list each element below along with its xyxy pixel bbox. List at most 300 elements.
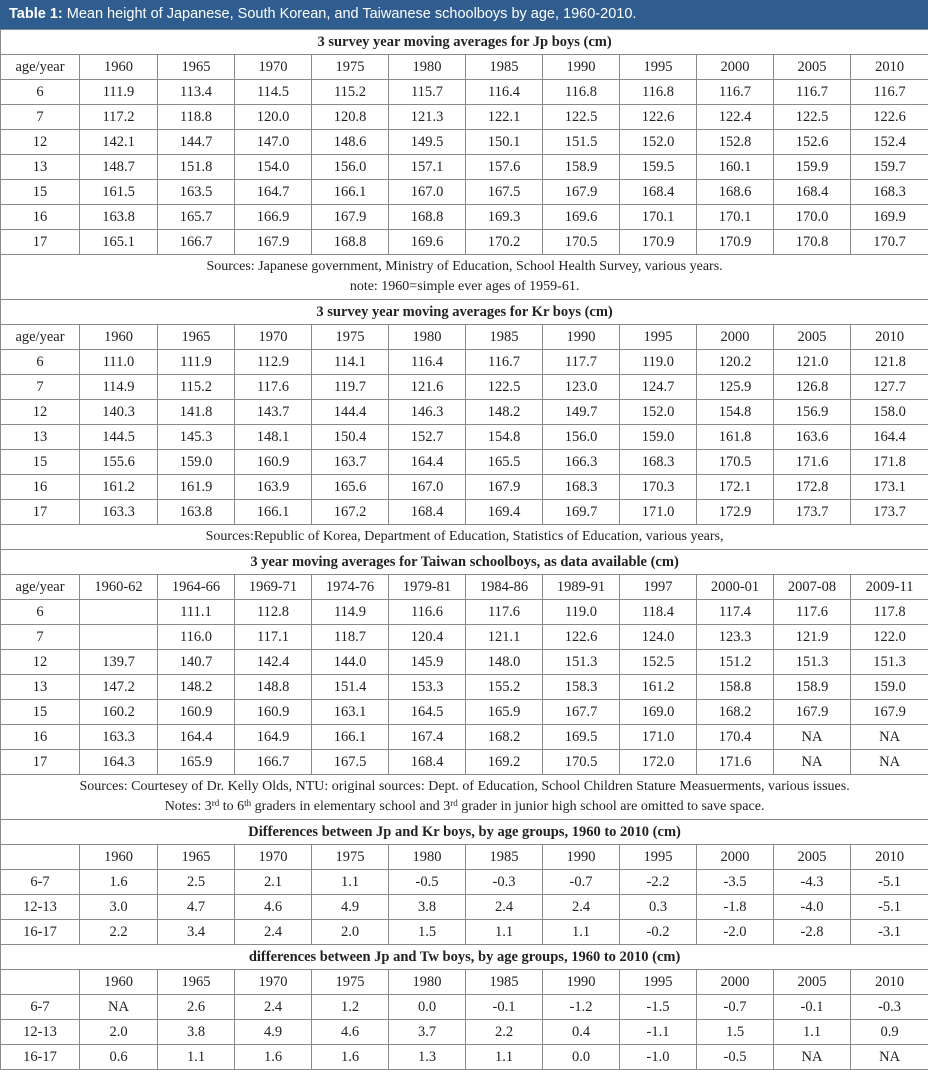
column-header: 1995	[620, 325, 697, 350]
table-cell: 168.4	[620, 180, 697, 205]
table-cell: -2.2	[620, 870, 697, 895]
table-cell: 166.7	[158, 230, 235, 255]
table-cell: 173.1	[851, 475, 928, 500]
table-cell: 148.2	[466, 400, 543, 425]
table-cell: 169.9	[851, 205, 928, 230]
table-row	[1, 230, 928, 255]
table-cell: 159.0	[158, 450, 235, 475]
row-label: 6-7	[1, 995, 80, 1020]
table-cell: 4.9	[312, 895, 389, 920]
table-cell: 147.2	[80, 675, 158, 700]
table-cell: NA	[774, 750, 851, 775]
note-line: note: 1960=simple ever ages of 1959-61.	[349, 279, 580, 294]
table-cell: 165.1	[80, 230, 158, 255]
table-row	[1, 105, 928, 130]
column-header: 2010	[851, 970, 928, 995]
table-cell: 121.9	[774, 625, 851, 650]
column-header: 2010	[851, 325, 928, 350]
column-header: 1970	[235, 325, 312, 350]
table-cell: 0.3	[620, 895, 697, 920]
table-cell: 122.5	[466, 375, 543, 400]
table-cell: 154.8	[697, 400, 774, 425]
table-cell: 1.1	[543, 920, 620, 945]
table-row	[1, 205, 928, 230]
table-cell: 1.6	[80, 870, 158, 895]
table-cell: -1.0	[620, 1045, 697, 1070]
column-header: 1965	[158, 845, 235, 870]
table-cell: 116.6	[389, 600, 466, 625]
table-cell: 152.6	[774, 130, 851, 155]
table-cell: 3.8	[158, 1020, 235, 1045]
table-cell: 169.6	[543, 205, 620, 230]
table-cell: 164.9	[235, 725, 312, 750]
table-cell: 3.8	[389, 895, 466, 920]
table-cell: 167.5	[312, 750, 389, 775]
row-label: 12	[1, 650, 80, 675]
table-cell: 170.0	[774, 205, 851, 230]
table-cell: 142.1	[80, 130, 158, 155]
table-cell: 166.1	[235, 500, 312, 525]
table-row	[1, 870, 928, 895]
row-label: 12-13	[1, 1020, 80, 1045]
row-label: 16-17	[1, 1045, 80, 1070]
row-label: 15	[1, 450, 80, 475]
column-header: 2000	[697, 970, 774, 995]
table-cell: 159.0	[851, 675, 928, 700]
table-cell: 157.1	[389, 155, 466, 180]
table-cell: 119.0	[543, 600, 620, 625]
table-cell: 168.8	[389, 205, 466, 230]
table-cell: 163.8	[80, 205, 158, 230]
table-cell: 170.7	[851, 230, 928, 255]
table-cell: 157.6	[466, 155, 543, 180]
table-cell: 166.9	[235, 205, 312, 230]
table-cell: 165.7	[158, 205, 235, 230]
table-cell: 148.1	[235, 425, 312, 450]
table-cell: 2.4	[235, 995, 312, 1020]
table-cell: 120.0	[235, 105, 312, 130]
table-row	[1, 725, 928, 750]
table-cell: 167.9	[235, 230, 312, 255]
table-cell: 152.7	[389, 425, 466, 450]
table-cell: 169.2	[466, 750, 543, 775]
row-label: 16-17	[1, 920, 80, 945]
table-cell: 144.7	[158, 130, 235, 155]
table-cell	[80, 600, 158, 625]
table-cell: 160.9	[235, 450, 312, 475]
table-cell: 145.3	[158, 425, 235, 450]
table-cell: 172.8	[774, 475, 851, 500]
table-cell: 117.2	[80, 105, 158, 130]
column-header: 1985	[466, 845, 543, 870]
table-cell: 117.7	[543, 350, 620, 375]
column-header: 1960	[80, 845, 158, 870]
table-cell: 170.8	[774, 230, 851, 255]
column-header: 1979-81	[389, 575, 466, 600]
table-cell: 161.8	[697, 425, 774, 450]
column-header: 1995	[620, 55, 697, 80]
column-header: 1975	[312, 55, 389, 80]
row-label: 15	[1, 700, 80, 725]
table-cell: 167.0	[389, 180, 466, 205]
table-cell: 161.9	[158, 475, 235, 500]
column-header: 1990	[543, 970, 620, 995]
table-cell: 169.0	[620, 700, 697, 725]
table-cell: 158.0	[851, 400, 928, 425]
table-row	[1, 600, 928, 625]
table-cell: 167.0	[389, 475, 466, 500]
table-cell: 152.8	[697, 130, 774, 155]
ordinal-suffix: rd	[450, 798, 458, 808]
section-title: differences between Jp and Tw boys, by age groups, 1960 to 2010 (cm)	[1, 945, 928, 970]
section-title: 3 year moving averages for Taiwan schoolboys, as data available (cm)	[1, 550, 928, 575]
row-label: 13	[1, 155, 80, 180]
column-header: 1997	[620, 575, 697, 600]
table-row	[1, 400, 928, 425]
table-cell: 114.1	[312, 350, 389, 375]
table-cell: 151.3	[851, 650, 928, 675]
caption-label: Table 1:	[9, 6, 63, 22]
table-cell: 1.5	[697, 1020, 774, 1045]
table-cell: 169.5	[543, 725, 620, 750]
table-cell: 152.0	[620, 130, 697, 155]
table-cell: 171.6	[774, 450, 851, 475]
column-header: 1970	[235, 55, 312, 80]
table-cell: 116.8	[620, 80, 697, 105]
table-cell: 168.4	[389, 500, 466, 525]
table-row	[1, 500, 928, 525]
table-cell: 148.7	[80, 155, 158, 180]
table-cell: 116.7	[851, 80, 928, 105]
table-cell: 4.6	[235, 895, 312, 920]
table-cell: -1.5	[620, 995, 697, 1020]
section-title-row	[1, 30, 928, 55]
table-cell: 2.4	[466, 895, 543, 920]
table-cell: 119.7	[312, 375, 389, 400]
table-cell: 164.4	[851, 425, 928, 450]
table-cell: 161.2	[620, 675, 697, 700]
table-cell: 170.3	[620, 475, 697, 500]
table-cell: 160.9	[235, 700, 312, 725]
column-header: 1990	[543, 325, 620, 350]
column-header: 1980	[389, 55, 466, 80]
table-cell: 151.5	[543, 130, 620, 155]
table-cell: 163.5	[158, 180, 235, 205]
table-cell: 4.9	[235, 1020, 312, 1045]
column-header: 1960	[80, 55, 158, 80]
table-row	[1, 180, 928, 205]
table-cell: 117.8	[851, 600, 928, 625]
table-cell: 117.6	[774, 600, 851, 625]
table-cell: 171.0	[620, 725, 697, 750]
table-cell: 2.0	[312, 920, 389, 945]
column-header: 1985	[466, 55, 543, 80]
table-cell: 158.9	[774, 675, 851, 700]
table-cell: 0.0	[389, 995, 466, 1020]
table-cell: 163.7	[312, 450, 389, 475]
row-label: 7	[1, 375, 80, 400]
table-cell: 169.4	[466, 500, 543, 525]
table-cell: 0.9	[851, 1020, 928, 1045]
row-label: 17	[1, 230, 80, 255]
table-cell: 170.5	[697, 450, 774, 475]
row-label: 13	[1, 675, 80, 700]
header-row	[1, 55, 928, 80]
table-cell: 156.0	[312, 155, 389, 180]
column-header: 2009-11	[851, 575, 928, 600]
column-header: 1980	[389, 325, 466, 350]
table-cell: 149.7	[543, 400, 620, 425]
column-header: 1974-76	[312, 575, 389, 600]
table-cell: 111.9	[158, 350, 235, 375]
table-cell: 161.5	[80, 180, 158, 205]
row-label: 7	[1, 625, 80, 650]
table-cell: 151.4	[312, 675, 389, 700]
row-label: 12-13	[1, 895, 80, 920]
table-cell: 123.3	[697, 625, 774, 650]
table-cell: 117.6	[466, 600, 543, 625]
row-label: 16	[1, 475, 80, 500]
table-cell: 171.0	[620, 500, 697, 525]
table-cell: 154.0	[235, 155, 312, 180]
table-cell: 4.7	[158, 895, 235, 920]
table-cell: 151.3	[543, 650, 620, 675]
note-fragment: to 6	[219, 799, 245, 814]
table-cell: 122.5	[774, 105, 851, 130]
section-title-row	[1, 820, 928, 845]
row-label: 17	[1, 750, 80, 775]
table-cell: 167.7	[543, 700, 620, 725]
column-header: 2000	[697, 325, 774, 350]
column-header: 1995	[620, 845, 697, 870]
table-cell: 2.6	[158, 995, 235, 1020]
row-label: 6-7	[1, 870, 80, 895]
table-cell: 123.0	[543, 375, 620, 400]
table-row	[1, 650, 928, 675]
column-header: age/year	[1, 325, 80, 350]
section-title-row	[1, 550, 928, 575]
table-cell: -3.1	[851, 920, 928, 945]
height-table	[0, 29, 928, 1070]
table-cell: 122.6	[620, 105, 697, 130]
source-row	[1, 775, 928, 820]
table-cell: 4.6	[312, 1020, 389, 1045]
table-cell: 121.3	[389, 105, 466, 130]
table-cell: 114.5	[235, 80, 312, 105]
table-cell: 118.4	[620, 600, 697, 625]
row-label: 15	[1, 180, 80, 205]
table-cell: 148.0	[466, 650, 543, 675]
column-header: 1970	[235, 845, 312, 870]
table-cell: -0.2	[620, 920, 697, 945]
table-cell: 116.4	[466, 80, 543, 105]
table-cell: 155.6	[80, 450, 158, 475]
table-row	[1, 425, 928, 450]
column-header: 2005	[774, 970, 851, 995]
table-cell: 116.7	[697, 80, 774, 105]
table-cell: 141.8	[158, 400, 235, 425]
table-cell: 163.9	[235, 475, 312, 500]
table-cell: 160.9	[158, 700, 235, 725]
table-cell: 156.9	[774, 400, 851, 425]
ordinal-suffix: rd	[211, 798, 220, 808]
table-cell: 152.4	[851, 130, 928, 155]
table-cell: -3.5	[697, 870, 774, 895]
table-cell: -0.7	[543, 870, 620, 895]
column-header: 1965	[158, 325, 235, 350]
table-cell: 164.7	[235, 180, 312, 205]
table-cell: 1.1	[158, 1045, 235, 1070]
table-cell: 168.4	[389, 750, 466, 775]
row-label: 16	[1, 725, 80, 750]
column-header: 1984-86	[466, 575, 543, 600]
table-cell: 159.0	[620, 425, 697, 450]
table-cell: 111.1	[158, 600, 235, 625]
row-label: 16	[1, 205, 80, 230]
table-cell: 169.3	[466, 205, 543, 230]
table-cell: 151.8	[158, 155, 235, 180]
table-cell: -4.0	[774, 895, 851, 920]
table-cell: 1.3	[389, 1045, 466, 1070]
table-cell: 122.6	[543, 625, 620, 650]
column-header: 1960-62	[80, 575, 158, 600]
table-cell: 164.3	[80, 750, 158, 775]
table-caption	[0, 0, 928, 29]
column-header: 1985	[466, 325, 543, 350]
table-cell: 2.0	[80, 1020, 158, 1045]
table-cell: 2.5	[158, 870, 235, 895]
table-cell: 3.7	[389, 1020, 466, 1045]
table-cell: 168.6	[697, 180, 774, 205]
table-cell: NA	[851, 750, 928, 775]
row-label: 12	[1, 400, 80, 425]
table-row	[1, 675, 928, 700]
table-cell: 143.7	[235, 400, 312, 425]
table-cell: -2.0	[697, 920, 774, 945]
table-cell: 169.6	[389, 230, 466, 255]
table-cell: 165.9	[158, 750, 235, 775]
table-cell: 158.3	[543, 675, 620, 700]
table-cell: 151.3	[774, 650, 851, 675]
table-cell: 165.6	[312, 475, 389, 500]
source-note	[1, 255, 928, 300]
table-cell: -0.3	[851, 995, 928, 1020]
column-header: 2000	[697, 845, 774, 870]
column-header: 1975	[312, 845, 389, 870]
table-cell: 126.8	[774, 375, 851, 400]
table-cell: 120.4	[389, 625, 466, 650]
header-row	[1, 970, 928, 995]
table-row	[1, 1020, 928, 1045]
table-cell: 165.9	[466, 700, 543, 725]
table-cell: 167.2	[312, 500, 389, 525]
table-cell: 3.0	[80, 895, 158, 920]
table-cell: 113.4	[158, 80, 235, 105]
table-row	[1, 375, 928, 400]
row-label: 12	[1, 130, 80, 155]
column-header: 1990	[543, 845, 620, 870]
table-cell: 139.7	[80, 650, 158, 675]
row-label: 6	[1, 600, 80, 625]
table-cell: 161.2	[80, 475, 158, 500]
header-row	[1, 575, 928, 600]
section-title-row	[1, 945, 928, 970]
table-cell: 172.9	[697, 500, 774, 525]
table-cell: 121.8	[851, 350, 928, 375]
table-cell: 115.2	[312, 80, 389, 105]
table-cell: 2.2	[466, 1020, 543, 1045]
table-cell: 148.2	[158, 675, 235, 700]
table-cell: 146.3	[389, 400, 466, 425]
table-cell: 140.7	[158, 650, 235, 675]
table-cell: 167.9	[851, 700, 928, 725]
column-header: 1960	[80, 970, 158, 995]
table-cell: 164.5	[389, 700, 466, 725]
table-cell: 165.5	[466, 450, 543, 475]
table-cell: 116.4	[389, 350, 466, 375]
column-header: 1995	[620, 970, 697, 995]
ordinal-suffix: th	[244, 798, 252, 808]
table-cell: 167.9	[774, 700, 851, 725]
table-cell: 173.7	[851, 500, 928, 525]
table-cell: 111.0	[80, 350, 158, 375]
table-cell: 166.7	[235, 750, 312, 775]
table-cell: 166.1	[312, 725, 389, 750]
column-header: 1985	[466, 970, 543, 995]
column-header	[1, 970, 80, 995]
table-cell: 168.3	[543, 475, 620, 500]
table-cell: 167.9	[543, 180, 620, 205]
note-line: Sources: Japanese government, Ministry of Education, School Health Survey, various years.	[206, 259, 723, 274]
table-cell: 117.1	[235, 625, 312, 650]
row-label: 7	[1, 105, 80, 130]
table-cell: 156.0	[543, 425, 620, 450]
table-cell: 122.5	[543, 105, 620, 130]
table-cell: 1.6	[312, 1045, 389, 1070]
note-fragment: graders in elementary school and 3	[251, 799, 451, 814]
source-note	[1, 775, 928, 820]
table-cell: 118.8	[158, 105, 235, 130]
table-cell: 172.1	[697, 475, 774, 500]
table-cell: 118.7	[312, 625, 389, 650]
table-cell: NA	[774, 1045, 851, 1070]
table-row	[1, 450, 928, 475]
table-cell: 163.3	[80, 725, 158, 750]
table-cell: 116.0	[158, 625, 235, 650]
table-cell: 163.3	[80, 500, 158, 525]
table-cell: 112.9	[235, 350, 312, 375]
table-cell: 152.5	[620, 650, 697, 675]
note-line	[1, 797, 928, 817]
table-cell: 166.3	[543, 450, 620, 475]
note-line: Sources: Courtesey of Dr. Kelly Olds, NTU: original sources: Dept. of Education, School Children Stature Measuerments, various issues.	[79, 779, 850, 794]
table-cell: -5.1	[851, 895, 928, 920]
table-cell: 1.1	[466, 1045, 543, 1070]
table-row	[1, 700, 928, 725]
section-title-row	[1, 300, 928, 325]
table-cell: 122.1	[466, 105, 543, 130]
table-cell: 116.7	[774, 80, 851, 105]
table-cell: 121.6	[389, 375, 466, 400]
table-cell: 168.2	[466, 725, 543, 750]
caption-text: Mean height of Japanese, South Korean, and Taiwanese schoolboys by age, 1960-2010.	[66, 6, 637, 22]
table-cell: -5.1	[851, 870, 928, 895]
table-cell: 152.0	[620, 400, 697, 425]
table-cell: 158.8	[697, 675, 774, 700]
table-row	[1, 350, 928, 375]
table-cell: 170.2	[466, 230, 543, 255]
table-cell: NA	[774, 725, 851, 750]
